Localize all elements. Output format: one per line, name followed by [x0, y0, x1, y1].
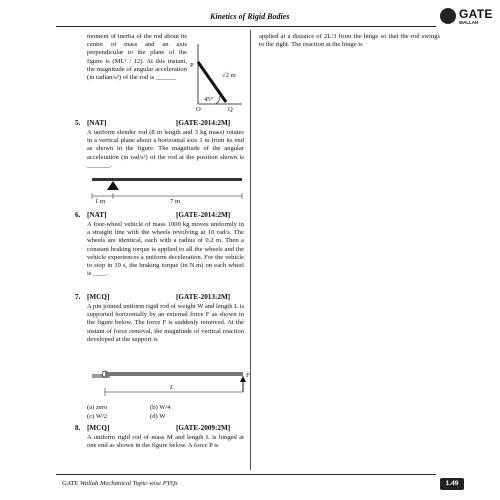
q5-type: [NAT]: [87, 119, 107, 127]
q6-source: [GATE-2014:2M]: [176, 211, 231, 219]
q5-source: [GATE-2014:2M]: [176, 119, 231, 127]
q5-text: A uniform slender rod (8 m length and 3 kg mass) rotates in a vertical plane about a horizontal axis 1 m from its end as shown in the figure. The magnitude of the angular acceleration (in rad/s²) of the rod at the position shown is _______.: [87, 129, 244, 169]
fig-label-angle: 45°: [204, 96, 214, 103]
logo-text: GATE: [459, 7, 493, 21]
q7-option-d[interactable]: (d) W: [150, 413, 166, 420]
fig-label-p: P: [190, 62, 194, 69]
q5-label-1m: 1 m: [95, 198, 106, 205]
q7-number: 7.: [75, 293, 81, 301]
q6-number: 6.: [75, 211, 81, 219]
q7-type: [MCQ]: [87, 293, 110, 301]
fig-label-q: Q: [228, 106, 233, 113]
q8-number: 8.: [75, 424, 81, 432]
q8-type: [MCQ]: [87, 424, 110, 432]
fig-label-o: O: [196, 106, 201, 113]
fig-label-len: √2 m: [222, 72, 236, 79]
q7-option-a[interactable]: (a) zero: [87, 404, 108, 411]
q7-label-l: L: [170, 384, 174, 391]
q7-option-b[interactable]: (b) W/4: [150, 404, 171, 411]
logo-subtext: WALLAH: [459, 20, 479, 25]
q6-type: [NAT]: [87, 211, 107, 219]
footer-rule: [56, 474, 436, 475]
q8-text: A uniform rigid rod of mass M and length L is hinged at one end as shown in the figure below. A force P is: [87, 434, 244, 450]
rod-figure: [186, 40, 246, 110]
q7-label-f: F: [246, 372, 251, 379]
q8-continued-text: applied at a distance of 2L/3 from the hinge so that the rod swings to the right. The reaction at the hinge is: [259, 33, 440, 49]
footer-text: GATE Wallah Mechanical Topic-wise PYQs: [62, 480, 178, 487]
page-footer: [0, 470, 500, 500]
left-column: [0, 0, 250, 470]
q5-label-7m: 7 m: [170, 198, 181, 205]
chapter-title: Kinetics of Rigid Bodies: [210, 12, 290, 21]
page-number: 1.49: [440, 478, 464, 490]
q7-option-c[interactable]: (c) W/2: [87, 413, 108, 420]
q7-figure: [87, 364, 257, 400]
q7-text: A pin jointed uniform rigid rod of weight W and length L is supported horizontally by an external force F as shown in the figure below. The force F is suddenly removed. At the instant of force removal, the magnitude of vertical reaction developed at the support is: [87, 303, 245, 343]
q6-text: A four-wheel vehicle of mass 1000 kg moves uniformly in a straight line with the wheels revolving at 10 rad/s. The wheels are identical, each with a radius of 0.2 m. Then a constant braking torque is applied to all the wheels and the vehicle experiences a uniform deceleration. For the vehicle to stop in 10 s, the braking torque (in N.m) on each wheel is ____.: [87, 221, 244, 278]
q5-figure: [87, 174, 247, 204]
q7-source: [GATE-2013:2M]: [176, 293, 231, 301]
question-prev-text: moment of inertia of the rod about its centre of mass and an axis perpendicular to the plane of the figure is (ML² / 12). At this instant, the magnitude of angular acceleration (in radian/s²) of the rod is ______: [87, 33, 187, 82]
q5-number: 5.: [75, 119, 81, 127]
q8-source: [GATE-2009:2M]: [176, 424, 231, 432]
right-column: [250, 0, 500, 470]
